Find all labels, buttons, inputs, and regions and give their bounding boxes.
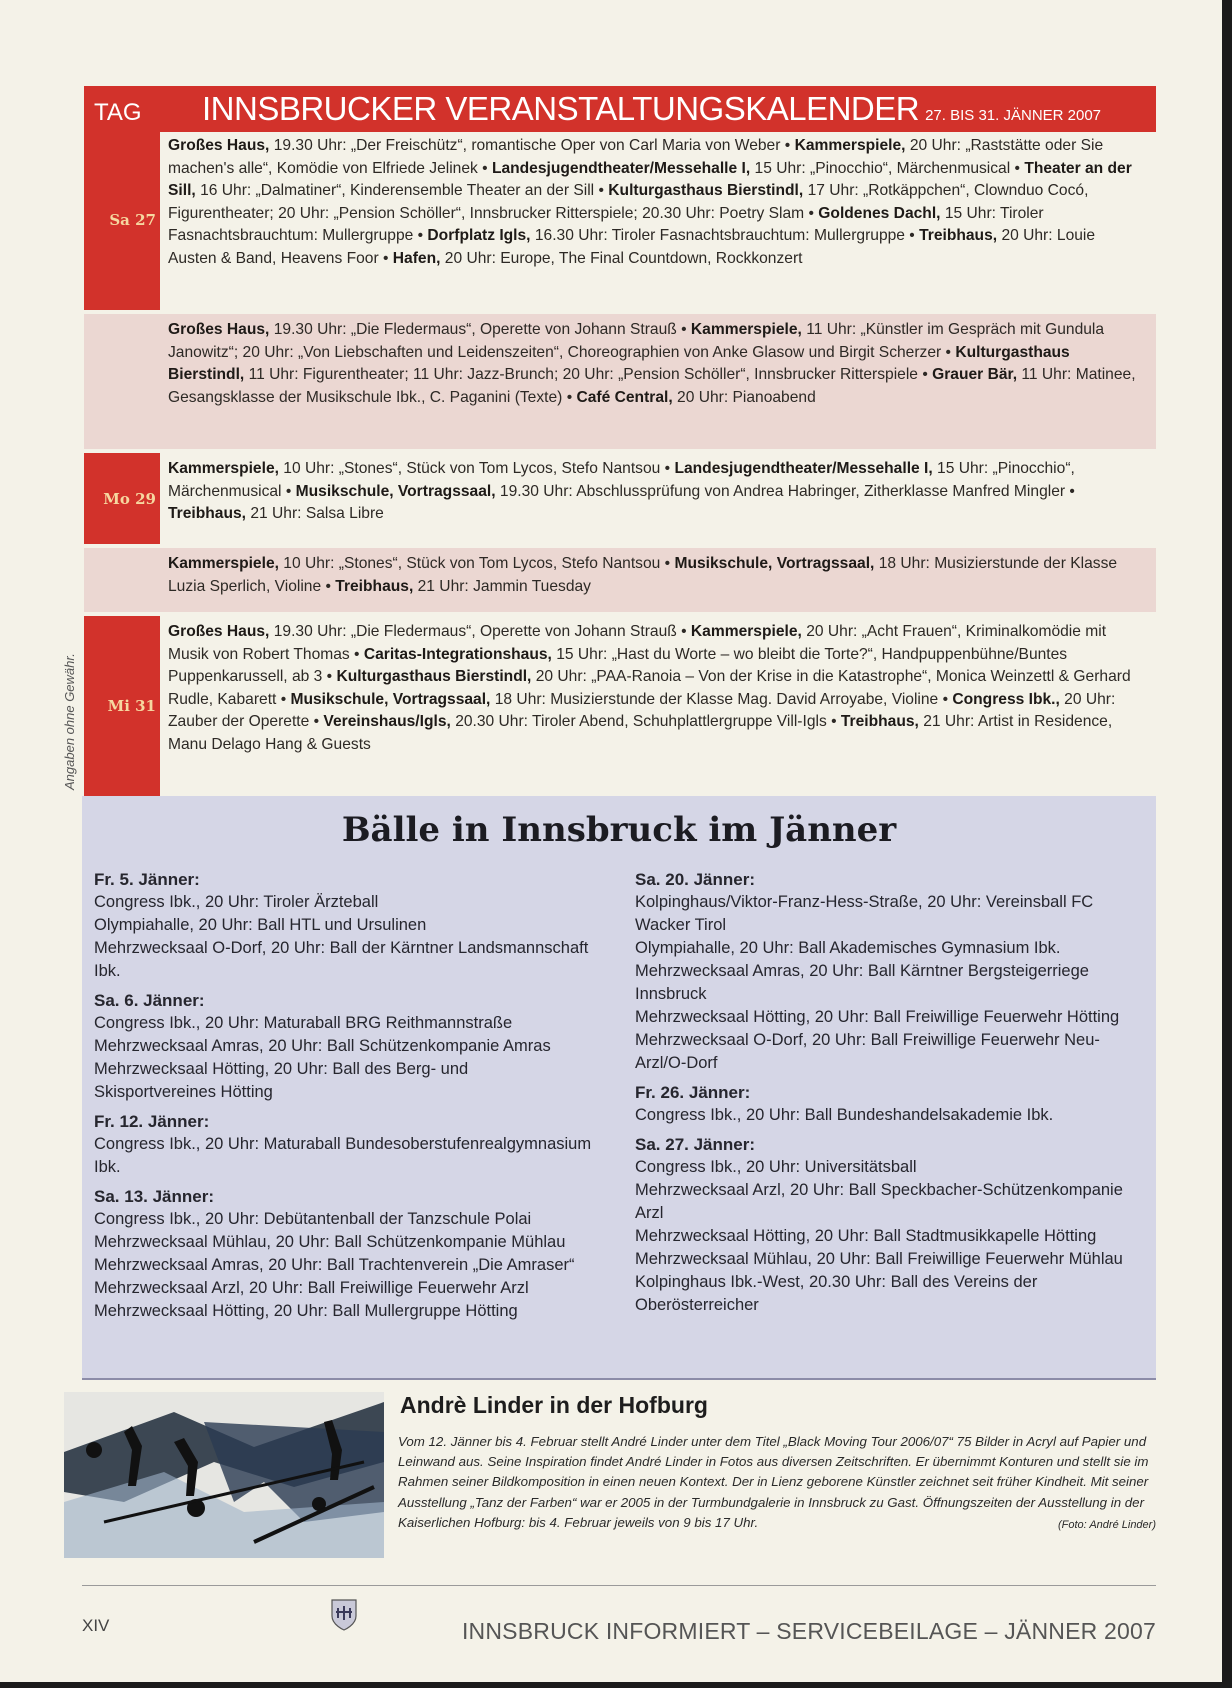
event-venue: Kulturgasthaus Bierstindl, bbox=[608, 182, 804, 200]
ball-entry: Congress Ibk., 20 Uhr: Maturaball Bundesoberstufenrealgymnasium Ibk. bbox=[94, 1135, 592, 1176]
event-entry bbox=[379, 250, 803, 267]
event-venue: Großes Haus, bbox=[168, 321, 270, 338]
event-details: 20 Uhr: Louie Austen & Band, Heavens Foor bbox=[168, 227, 1096, 267]
footer-divider bbox=[82, 1585, 1156, 1586]
header-title: INNSBRUCKER VERANSTALTUNGSKALENDER bbox=[202, 90, 920, 127]
event-venue: Kulturgasthaus Bierstindl, bbox=[336, 668, 532, 686]
event-entry bbox=[168, 137, 780, 154]
event-details: 19.30 Uhr: „Die Fledermaus“, Operette von Johann Strauß bbox=[273, 321, 677, 338]
event-entry bbox=[478, 160, 1010, 177]
day-events bbox=[84, 314, 1156, 449]
event-details: 19.30 Uhr: „Der Freischütz“, romantische Oper von Carl Maria von Weber bbox=[273, 137, 781, 154]
event-venue: Treibhaus, bbox=[335, 577, 414, 595]
ball-entry: Mehrzwecksaal Amras, 20 Uhr: Ball Kärntner Bergsteigerriege Innsbruck bbox=[635, 962, 1089, 1003]
ball-entry: Mehrzwecksaal Mühlau, 20 Uhr: Ball Freiwillige Feuerwehr Mühlau bbox=[635, 1250, 1123, 1268]
ball-date: Fr. 12. Jänner: bbox=[94, 1112, 210, 1131]
event-venue: Vereinshaus/Igls, bbox=[323, 713, 451, 731]
event-venue: Kammerspiele, bbox=[168, 460, 279, 477]
event-venue: Kulturgasthaus Bierstindl, bbox=[168, 343, 1070, 384]
ball-date: Sa. 27. Jänner: bbox=[635, 1135, 756, 1154]
event-details: 21 Uhr: Salsa Libre bbox=[250, 505, 384, 523]
event-venue: Grauer Bär, bbox=[932, 366, 1018, 384]
event-details: 21 Uhr: Artist in Residence, Manu Delago Hang & Guests bbox=[168, 713, 1113, 753]
ball-entry: Congress Ibk., 20 Uhr: Maturaball BRG Reithmannstraße bbox=[94, 1014, 513, 1032]
event-venue: Goldenes Dachl, bbox=[818, 204, 941, 222]
event-details: 16 Uhr: „Dalmatiner“, Kinderensemble Theater an der Sill bbox=[200, 182, 595, 200]
day-row bbox=[84, 548, 1156, 612]
event-details: 10 Uhr: „Stones“, Stück von Tom Lycos, Stefo Nantsou bbox=[283, 460, 661, 477]
page-number: XIV bbox=[82, 1616, 110, 1635]
ball-entry: Mehrzwecksaal Arzl, 20 Uhr: Ball Speckbacher-Schützenkompanie Arzl bbox=[635, 1181, 1123, 1222]
event-venue: Dorfplatz Igls, bbox=[427, 227, 531, 245]
event-entry bbox=[168, 623, 677, 640]
disclaimer-note: Angaben ohne Gewähr. bbox=[62, 653, 77, 790]
event-details: 19.30 Uhr: Abschlussprüfung von Andrea Habringer, Zitherklasse Manfred Mingler bbox=[499, 482, 1066, 500]
event-details: 20 Uhr: „Acht Frauen“, Kriminalkomödie mit Musik von Robert Thomas bbox=[168, 623, 1107, 663]
event-venue: Café Central, bbox=[576, 388, 673, 406]
balls-box bbox=[82, 796, 1156, 1380]
ball-entry: Mehrzwecksaal Hötting, 20 Uhr: Ball des Berg- und Skisportvereines Hötting bbox=[94, 1060, 469, 1101]
ball-date: Fr. 26. Jänner: bbox=[635, 1083, 751, 1102]
event-venue: Treibhaus, bbox=[919, 227, 998, 245]
ball-entry: Mehrzwecksaal O-Dorf, 20 Uhr: Ball Freiwillige Feuerwehr Neu-Arzl/O-Dorf bbox=[635, 1031, 1100, 1072]
event-details: 18 Uhr: Musizierstunde der Klasse Mag. David Arroyabe, Violine bbox=[494, 690, 939, 708]
event-venue: Musikschule, Vortragssaal, bbox=[290, 690, 491, 708]
day-events bbox=[84, 548, 1156, 612]
article-text bbox=[398, 1432, 1156, 1535]
event-venue: Theater an der Sill, bbox=[168, 159, 1132, 200]
ball-date: Sa. 20. Jänner: bbox=[635, 870, 756, 889]
day-row bbox=[84, 314, 1156, 449]
ball-entry: Mehrzwecksaal Amras, 20 Uhr: Ball Schützenkompanie Amras bbox=[94, 1037, 551, 1055]
event-details: 20 Uhr: „PAA-Ranoia – Von der Krise in die Katastrophe“, Monica Weinzettl & Gerhard Rudle, Kabarett bbox=[168, 668, 1131, 708]
ball-date: Sa. 6. Jänner: bbox=[94, 991, 205, 1010]
day-events bbox=[84, 453, 1156, 544]
event-venue: Musikschule, Vortragssaal, bbox=[295, 482, 496, 500]
event-venue: Treibhaus, bbox=[168, 505, 246, 523]
event-details: 11 Uhr: „Künstler im Gespräch mit Gundula Janowitz“; 20 Uhr: „Von Liebschaften und Leidenszeiten“, Choreographien von Anke Glasow und Birgit Scherzer bbox=[168, 321, 1105, 361]
ball-entry: Mehrzwecksaal Arzl, 20 Uhr: Ball Freiwillige Feuerwehr Arzl bbox=[94, 1279, 529, 1297]
ball-date: Fr. 5. Jänner: bbox=[94, 870, 200, 889]
city-crest-icon bbox=[330, 1598, 358, 1632]
day-events bbox=[84, 130, 1156, 310]
event-entry bbox=[413, 227, 905, 244]
event-entry bbox=[562, 389, 815, 406]
ball-entry: Olympiahalle, 20 Uhr: Ball HTL und Ursulinen bbox=[94, 916, 427, 934]
calendar-header bbox=[84, 86, 1156, 132]
ball-date: Sa. 13. Jänner: bbox=[94, 1187, 215, 1206]
event-entry bbox=[309, 713, 826, 730]
header-tag: TAG bbox=[94, 99, 142, 126]
event-venue: Musikschule, Vortragssaal, bbox=[674, 555, 875, 572]
ball-entry: Mehrzwecksaal Hötting, 20 Uhr: Ball Freiwillige Feuerwehr Hötting bbox=[635, 1008, 1120, 1026]
ball-entry: Mehrzwecksaal Hötting, 20 Uhr: Ball Mullergruppe Hötting bbox=[94, 1302, 518, 1320]
article-body: Vom 12. Jänner bis 4. Februar stellt André Linder unter dem Titel „Black Moving Tour 2006/07“ 75 Bilder in Acryl auf Papier und Leinwand aus. Seine Inspiration findet André Linder in Fotos aus diversen Zeitschriften. Er übernimmt Konturen und stellt sie im Rahmen seiner Bildkomposition in einen neuen Kontext. Der in Lienz geborene Künstler zeichnet seit früher Kindheit. Mit seiner Ausstellung „Tanz der Farben“ war er 2005 in der Turmbundgalerie in Innsbruck zu Gast. Öffnungszeiten der Ausstellung in der Kaiserlichen Hofburg: bis 4. Februar jeweils von 9 bis 17 Uhr. bbox=[398, 1434, 1149, 1530]
event-details: 15 Uhr: „Pinocchio“, Märchenmusical bbox=[754, 159, 1011, 177]
event-venue: Kammerspiele, bbox=[690, 623, 802, 640]
balls-right-column bbox=[635, 868, 1145, 1317]
day-row bbox=[84, 453, 1156, 544]
scan-edge-bottom bbox=[0, 1682, 1232, 1688]
event-entry bbox=[276, 691, 938, 708]
ball-entry: Congress Ibk., 20 Uhr: Debütantenball der Tanzschule Polai bbox=[94, 1210, 532, 1228]
event-entry bbox=[321, 578, 591, 595]
day-label: Mo 29 bbox=[84, 453, 160, 544]
event-details: 10 Uhr: „Stones“, Stück von Tom Lycos, Stefo Nantsou bbox=[283, 555, 661, 572]
artwork-image bbox=[64, 1392, 384, 1558]
event-details: 20 Uhr: „Raststätte oder Sie machen's alle“, Komödie von Elfriede Jelinek bbox=[168, 137, 1104, 177]
artwork-illustration bbox=[64, 1392, 384, 1558]
event-details: 18 Uhr: Musizierstunde der Klasse Luzia Sperlich, Violine bbox=[168, 555, 1118, 595]
event-details: 15 Uhr: „Pinocchio“, Märchenmusical bbox=[168, 460, 1075, 500]
article-title: Andrè Linder in der Hofburg bbox=[400, 1392, 708, 1418]
header-date-range: 27. BIS 31. JÄNNER 2007 bbox=[925, 107, 1102, 124]
ball-entry: Kolpinghaus Ibk.-West, 20.30 Uhr: Ball des Vereins der Oberösterreicher bbox=[635, 1273, 1038, 1314]
event-details: 20.30 Uhr: Tiroler Abend, Schuhplattlergruppe Vill-Igls bbox=[455, 713, 827, 731]
event-venue: Großes Haus, bbox=[168, 137, 270, 154]
event-entry bbox=[168, 321, 677, 338]
event-details: 20 Uhr: Zauber der Operette bbox=[168, 690, 1116, 731]
ball-entry: Congress Ibk., 20 Uhr: Universitätsball bbox=[635, 1158, 917, 1176]
event-venue: Kammerspiele, bbox=[690, 321, 802, 338]
balls-left-column bbox=[94, 868, 594, 1323]
event-venue: Treibhaus, bbox=[840, 713, 919, 731]
event-entry bbox=[168, 555, 660, 572]
footer-title: INNSBRUCK INFORMIERT – SERVICEBEILAGE – JÄNNER 2007 bbox=[461, 1618, 1156, 1644]
ball-entry: Mehrzwecksaal Amras, 20 Uhr: Ball Trachtenverein „Die Amraser“ bbox=[94, 1256, 575, 1274]
photo-credit: (Foto: André Linder) bbox=[1057, 1518, 1156, 1531]
ball-entry: Congress Ibk., 20 Uhr: Ball Bundeshandelsakademie Ibk. bbox=[635, 1106, 1054, 1124]
ball-entry: Mehrzwecksaal Hötting, 20 Uhr: Ball Stadtmusikkapelle Hötting bbox=[635, 1227, 1097, 1245]
event-venue: Landesjugendtheater/Messehalle I, bbox=[491, 159, 751, 177]
ball-entry: Mehrzwecksaal O-Dorf, 20 Uhr: Ball der Kärntner Landsmannschaft Ibk. bbox=[94, 939, 589, 980]
day-label: Sa 27 bbox=[84, 130, 160, 310]
ball-entry: Olympiahalle, 20 Uhr: Ball Akademisches Gymnasium Ibk. bbox=[635, 939, 1061, 957]
event-details: 11 Uhr: Figurentheater; 11 Uhr: Jazz-Brunch; 20 Uhr: „Pension Schöller“, Innsbrucker Ritterspiele bbox=[248, 366, 918, 384]
day-events bbox=[84, 616, 1156, 796]
event-venue: Kammerspiele, bbox=[168, 555, 279, 572]
event-entry bbox=[282, 483, 1066, 500]
event-details: 15 Uhr: „Hast du Worte – wo bleibt die Torte?“, Handpuppenbühne/Buntes Puppenkarussell, ab 3 bbox=[168, 645, 1068, 686]
event-venue: Landesjugendtheater/Messehalle I, bbox=[674, 460, 933, 477]
ball-entry: Mehrzwecksaal Mühlau, 20 Uhr: Ball Schützenkompanie Mühlau bbox=[94, 1233, 566, 1251]
event-entry bbox=[168, 460, 660, 477]
event-details: 21 Uhr: Jammin Tuesday bbox=[417, 577, 591, 595]
event-details: 20 Uhr: Pianoabend bbox=[677, 388, 816, 406]
event-details: 16.30 Uhr: Tiroler Fasnachtsbrauchtum: Mullergruppe bbox=[534, 227, 905, 245]
day-row bbox=[84, 616, 1156, 796]
ball-entry: Congress Ibk., 20 Uhr: Tiroler Ärzteball bbox=[94, 893, 379, 911]
event-venue: Hafen, bbox=[392, 249, 441, 267]
event-venue: Kammerspiele, bbox=[794, 137, 906, 154]
event-details: 15 Uhr: Tiroler Fasnachtsbrauchtum: Mullergruppe bbox=[168, 204, 1044, 245]
scan-edge bbox=[1222, 0, 1232, 1688]
event-details: 11 Uhr: Matinee, Gesangsklasse der Musikschule Ibk., C. Paganini (Texte) bbox=[168, 366, 1136, 406]
event-details: 19.30 Uhr: „Die Fledermaus“, Operette von Johann Strauß bbox=[273, 623, 677, 640]
day-row bbox=[84, 130, 1156, 310]
event-details: 20 Uhr: Europe, The Final Countdown, Rockkonzert bbox=[444, 249, 803, 267]
ball-entry: Kolpinghaus/Viktor-Franz-Hess-Straße, 20 Uhr: Vereinsball FC Wacker Tirol bbox=[635, 893, 1094, 934]
event-venue: Caritas-Integrationshaus, bbox=[363, 645, 552, 663]
event-venue: Großes Haus, bbox=[168, 623, 270, 640]
event-details: 17 Uhr: „Rotkäppchen“, Clownduo Cocó, Figurentheater; 20 Uhr: „Pension Schöller“, Innsbrucker Ritterspiele; 20.30 Uhr: Poetry Slam bbox=[168, 182, 1089, 222]
balls-title: Bälle in Innsbruck im Jänner bbox=[341, 810, 897, 850]
day-label: Mi 31 bbox=[84, 616, 160, 796]
event-venue: Congress Ibk., bbox=[952, 690, 1060, 708]
